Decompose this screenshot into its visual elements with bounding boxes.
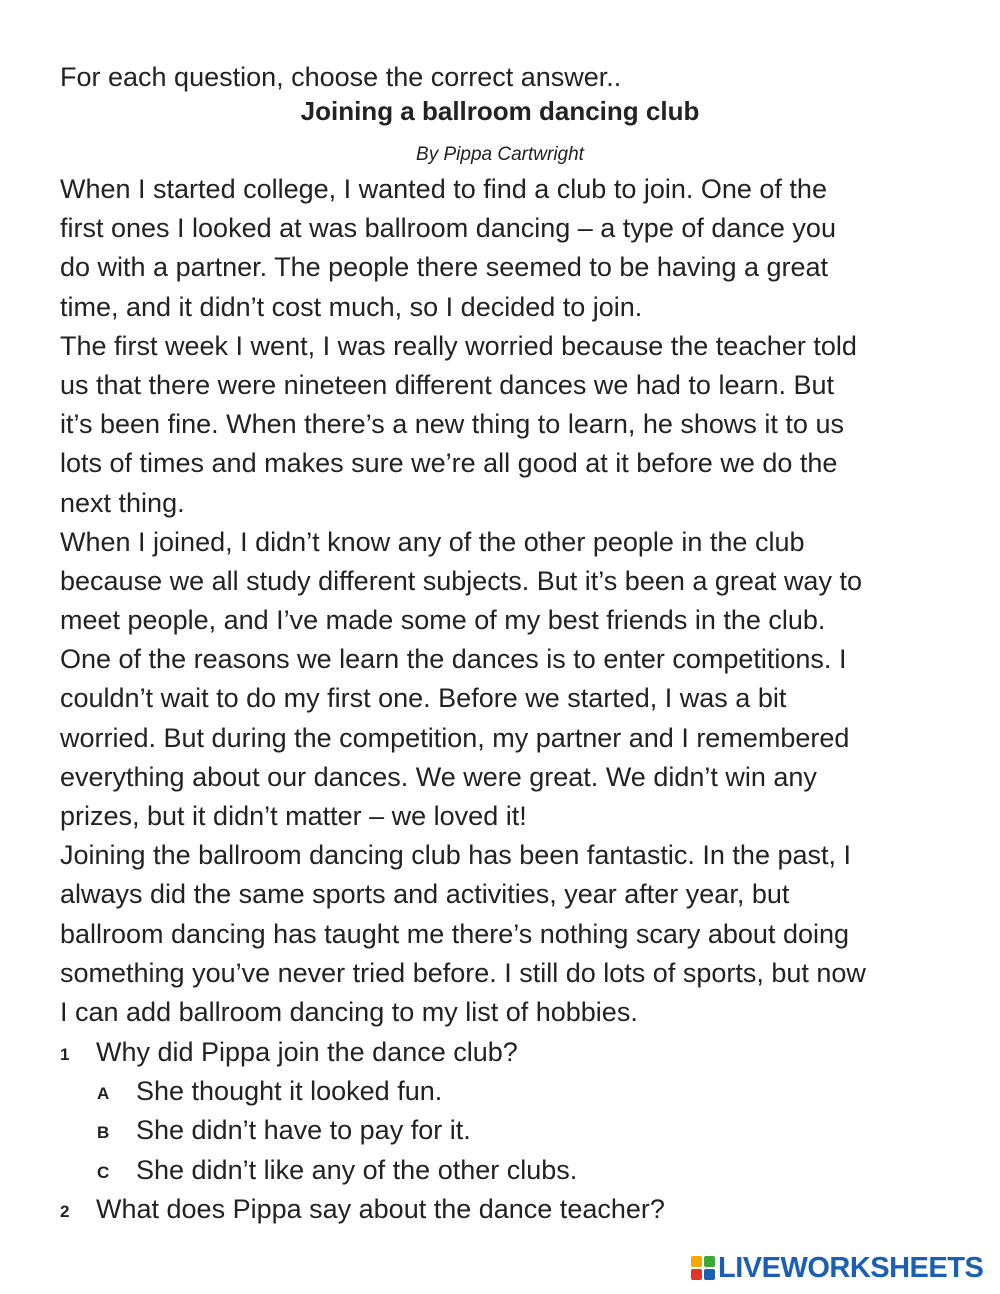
instruction-text: For each question, choose the correct answer..	[60, 62, 622, 92]
article-line: time, and it didn’t cost much, so I decided to join.	[60, 291, 643, 322]
option-text: She didn’t have to pay for it.	[136, 1115, 471, 1146]
article-line: it’s been fine. When there’s a new thing to learn, he shows it to us	[60, 409, 844, 440]
article-line: couldn’t wait to do my first one. Before we started, I was a bit	[60, 683, 787, 714]
article-line: The first week I went, I was really worried because the teacher told	[60, 330, 857, 361]
article-line: meet people, and I’ve made some of my best friends in the club.	[60, 605, 826, 636]
article-line: because we all study different subjects. But it’s been a great way to	[60, 565, 862, 596]
article-line: Joining the ballroom dancing club has been fantastic. In the past, I	[60, 840, 852, 871]
question-1	[60, 1033, 960, 1072]
option-letter: C	[97, 1162, 110, 1182]
article-line: When I started college, I wanted to find a club to join. One of the	[60, 174, 827, 204]
answer-option-b[interactable]	[60, 1111, 960, 1150]
article-line: worried. But during the competition, my partner and I remembered	[60, 722, 850, 753]
option-letter: A	[97, 1084, 110, 1104]
question-list	[60, 1033, 960, 1229]
article-line: lots of times and makes sure we’re all good at it before we do the	[60, 448, 838, 479]
article-line: something you’ve never tried before. I still do lots of sports, but now	[60, 957, 866, 988]
article-line: One of the reasons we learn the dances is to enter competitions. I	[60, 644, 847, 675]
option-text: She didn’t like any of the other clubs.	[136, 1154, 578, 1185]
article-line: always did the same sports and activities, year after year, but	[60, 879, 790, 910]
article-body	[60, 170, 960, 1032]
article-byline: By Pippa Cartwright	[416, 144, 584, 165]
question-2	[60, 1190, 960, 1229]
article-line: I can add ballroom dancing to my list of hobbies.	[60, 996, 638, 1027]
article-line: next thing.	[60, 487, 185, 518]
article-line: do with a partner. The people there seemed to be having a great	[60, 252, 829, 283]
question-number: 1	[60, 1045, 70, 1064]
option-text: She thought it looked fun.	[136, 1076, 443, 1107]
article-line: ballroom dancing has taught me there’s nothing scary about doing	[60, 918, 850, 949]
article-line: first ones I looked at was ballroom dancing – a type of dance you	[60, 213, 836, 244]
answer-option-a[interactable]	[60, 1072, 960, 1111]
brand-name: LIVEWORKSHEETS	[718, 1251, 984, 1284]
article-title: Joining a ballroom dancing club	[300, 96, 700, 126]
article-line: When I joined, I didn’t know any of the other people in the club	[60, 526, 805, 557]
question-text: What does Pippa say about the dance teacher?	[96, 1193, 665, 1224]
liveworksheets-logo-icon	[691, 1256, 715, 1280]
article-line: prizes, but it didn’t matter – we loved it!	[60, 801, 527, 831]
answer-option-c[interactable]	[60, 1151, 960, 1190]
option-letter: B	[97, 1123, 110, 1143]
article-line: everything about our dances. We were great. We didn’t win any	[60, 761, 817, 792]
question-number: 2	[60, 1201, 70, 1221]
question-text: Why did Pippa join the dance club?	[96, 1037, 518, 1067]
article-line: us that there were nineteen different dances we had to learn. But	[60, 369, 835, 400]
liveworksheets-brand	[691, 1251, 983, 1285]
